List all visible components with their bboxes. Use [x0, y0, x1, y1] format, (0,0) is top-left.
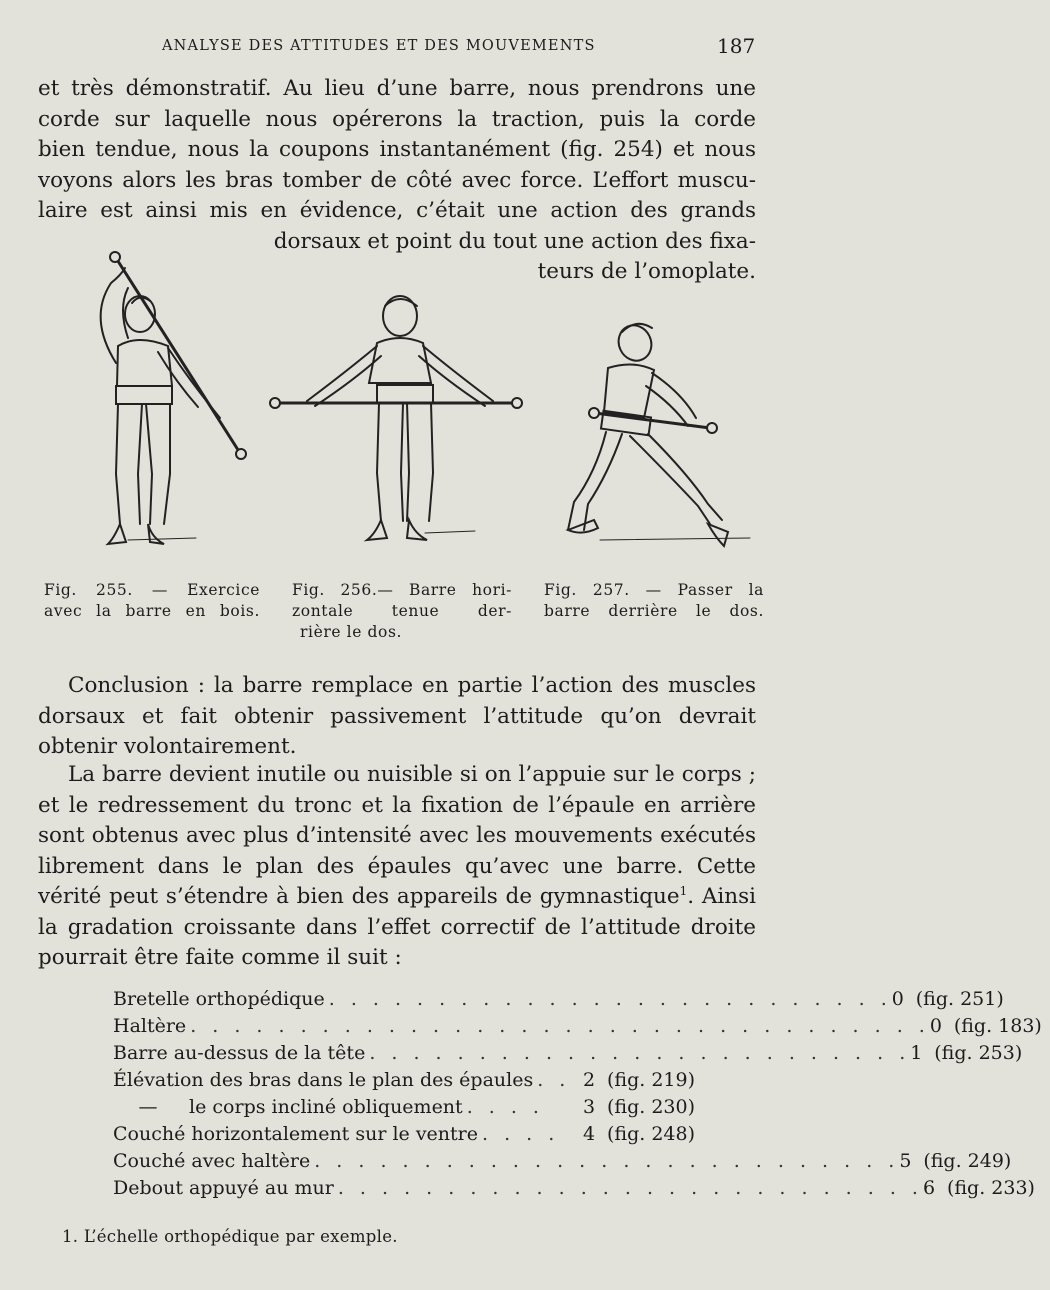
- dot-leader: . . . . . . . . . . . . . . . . . . . . . . . . . . .: [314, 1150, 900, 1172]
- table-row: [113, 1067, 703, 1094]
- figure-256-caption: [292, 580, 512, 643]
- row-label: Couché avec haltère: [113, 1150, 311, 1172]
- row-label: Haltère: [113, 1015, 187, 1037]
- dot-leader: . .: [537, 1069, 571, 1091]
- table-row: [113, 986, 1004, 1013]
- figure-257-caption: [544, 580, 764, 622]
- text-line: et le redressement du tronc et la fixation de l’épaule en arrière: [38, 792, 756, 818]
- caption-line: Fig. 255. — Exercice: [44, 581, 260, 599]
- text-line: la gradation croissante dans l’effet correctif de l’attitude droite: [38, 914, 756, 940]
- paragraph-3: [38, 760, 756, 974]
- footnote: 1. L’échelle orthopédique par exemple.: [62, 1227, 398, 1246]
- dot-leader: . . . .: [466, 1096, 544, 1118]
- row-figure-ref: (fig. 233): [946, 1177, 1035, 1199]
- boy-with-horizontal-bar-drawing: [265, 288, 530, 553]
- caption-line: barre derrière le dos.: [544, 602, 764, 620]
- dot-leader: . . . .: [482, 1123, 560, 1145]
- text-line: Conclusion : la barre remplace en partie l’action des muscles: [68, 673, 756, 698]
- paragraph-2: [38, 671, 756, 763]
- row-figure-ref: (fig. 219): [607, 1069, 696, 1091]
- row-label: Bretelle orthopédique: [113, 988, 325, 1010]
- row-value: 0: [929, 1015, 942, 1037]
- row-figure-ref: (fig. 249): [923, 1150, 1012, 1172]
- caption-line: Fig. 256.— Barre hori-: [292, 581, 512, 599]
- text-line: bien tendue, nous la coupons instantanément (fig. 254) et nous: [38, 137, 756, 162]
- row-value: 1: [910, 1042, 923, 1064]
- boy-with-diagonal-bar-drawing: [78, 248, 258, 558]
- text-line: teurs de l’omoplate.: [537, 259, 756, 284]
- text-line: dorsaux et fait obtenir passivement l’attitude qu’on devrait: [38, 703, 756, 729]
- text-segment: . Ainsi: [687, 884, 756, 909]
- text-line: et très démonstratif. Au lieu d’une barre, nous prendrons une: [38, 76, 756, 101]
- figure-256-illustration: [265, 288, 530, 553]
- table-row: [113, 1013, 1042, 1040]
- row-figure-ref: (fig. 183): [953, 1015, 1042, 1037]
- text-line: laire est ainsi mis en évidence, c’était une action des grands: [38, 198, 756, 223]
- dot-leader: . . . . . . . . . . . . . . . . . . . . . . . . . .: [328, 988, 892, 1010]
- gradation-table: [113, 986, 1042, 1202]
- text-line: La barre devient inutile ou nuisible si on l’appuie sur le corps ;: [68, 762, 756, 787]
- table-row: [113, 1121, 703, 1148]
- row-figure-ref: (fig. 251): [915, 988, 1004, 1010]
- text-line: obtenir volontairement.: [38, 734, 297, 759]
- text-line: pourrait être faite comme il suit :: [38, 945, 402, 970]
- caption-line: Fig. 257. — Passer la: [544, 581, 764, 599]
- page-number: 187: [717, 34, 756, 58]
- row-value: 2: [583, 1069, 596, 1091]
- figure-255-illustration: [78, 248, 258, 558]
- dot-leader: . . . . . . . . . . . . . . . . . . . . . . . . . . . . . . . . . .: [190, 1015, 930, 1037]
- text-line: corde sur laquelle nous opérerons la traction, puis la corde: [38, 106, 756, 132]
- row-label: Couché horizontalement sur le ventre: [113, 1123, 478, 1145]
- row-value: 0: [891, 988, 904, 1010]
- row-label: Debout appuyé au mur: [113, 1177, 334, 1199]
- dot-leader: . . . . . . . . . . . . . . . . . . . . . . . . . . .: [337, 1177, 923, 1199]
- figure-257-illustration: [560, 318, 760, 558]
- caption-line: zontale tenue der-: [292, 602, 512, 620]
- row-label: Barre au-dessus de la tête: [113, 1042, 366, 1064]
- text-line: dorsaux et point du tout une action des fixa-: [273, 228, 756, 254]
- row-value: 5: [899, 1150, 912, 1172]
- row-label: [113, 1094, 463, 1121]
- row-label: Élévation des bras dans le plan des épaules: [113, 1069, 534, 1091]
- running-head: ANALYSE DES ATTITUDES ET DES MOUVEMENTS: [162, 38, 596, 54]
- table-row: [113, 1040, 1023, 1067]
- row-figure-ref: (fig. 253): [934, 1042, 1023, 1064]
- row-label-text: le corps incliné obliquement: [189, 1096, 463, 1118]
- row-figure-ref: (fig. 230): [607, 1096, 696, 1118]
- row-value: 6: [922, 1177, 936, 1199]
- table-row: [113, 1175, 1035, 1202]
- text-line: voyons alors les bras tomber de côté avec force. L’effort muscu-: [38, 167, 756, 193]
- text-segment: vérité peut s’étendre à bien des appareils de gymnastique: [38, 884, 680, 909]
- text-line: sont obtenus avec plus d’intensité avec les mouvements exécutés: [38, 823, 756, 848]
- text-line: librement dans le plan des épaules qu’avec une barre. Cette: [38, 853, 756, 879]
- table-row: [113, 1148, 1012, 1175]
- row-value: 4: [583, 1123, 596, 1145]
- caption-line: rière le dos.: [300, 623, 403, 641]
- row-figure-ref: (fig. 248): [607, 1123, 696, 1145]
- page-header: [0, 34, 800, 60]
- ditto-dash: —: [138, 1096, 158, 1118]
- caption-line: avec la barre en bois.: [44, 602, 260, 620]
- row-value: 3: [583, 1096, 596, 1118]
- boy-leaning-with-bar-drawing: [560, 318, 760, 558]
- table-row: [113, 1094, 703, 1121]
- text-line: [38, 882, 756, 913]
- figure-255-caption: [44, 580, 260, 622]
- dot-leader: . . . . . . . . . . . . . . . . . . . . . . . . .: [369, 1042, 911, 1064]
- footnote-marker: 1: [679, 884, 688, 898]
